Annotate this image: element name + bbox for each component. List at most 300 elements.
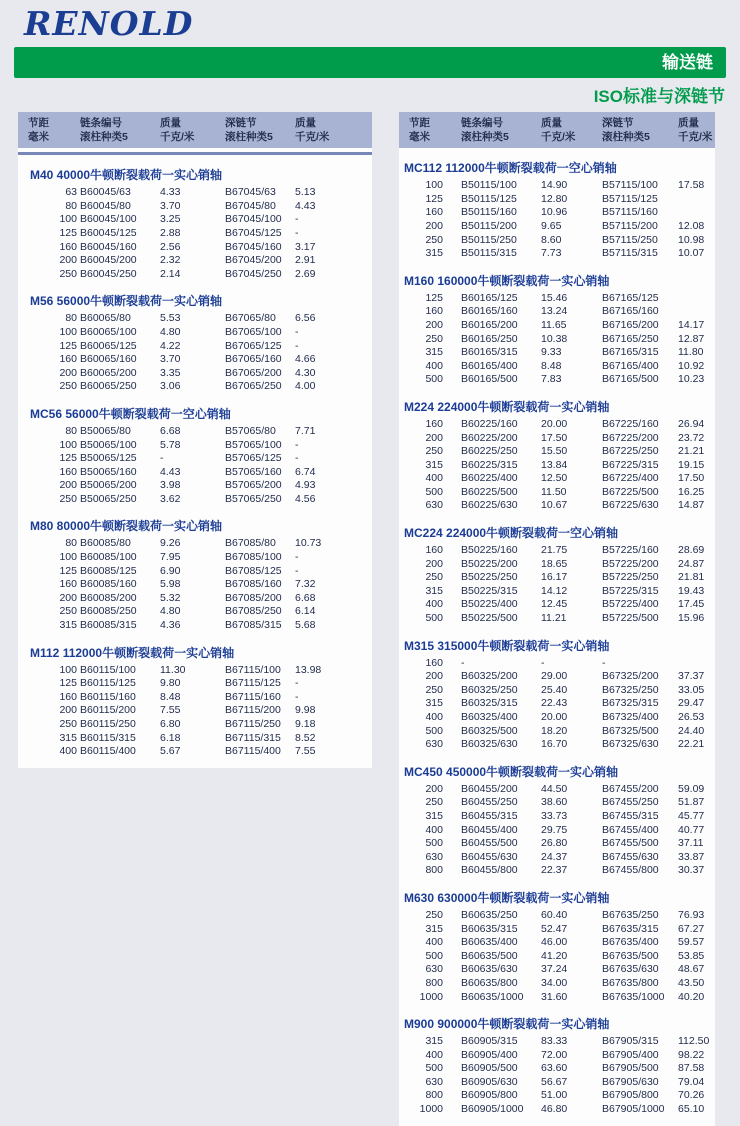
cell: 10.07 xyxy=(678,247,705,260)
cell: 26.94 xyxy=(678,417,705,430)
cell: 17.58 xyxy=(678,179,705,192)
cell: 250 xyxy=(59,718,77,730)
cell: B60115/315 xyxy=(80,731,136,744)
cell: 6.14 xyxy=(295,605,316,618)
cell: 200 xyxy=(425,670,443,683)
chain-section xyxy=(399,637,715,752)
section-title: M80 80000牛顿断裂载荷一实心销轴 xyxy=(30,519,223,534)
cell: B57225/200 xyxy=(602,557,659,570)
cell: 11.65 xyxy=(541,318,567,331)
cell: B50225/500 xyxy=(461,612,518,625)
table-row xyxy=(399,179,715,193)
column-header-line1: 质量 xyxy=(541,117,562,129)
cell: 4.00 xyxy=(295,380,316,393)
chain-section xyxy=(399,1015,715,1117)
cell: 160 xyxy=(59,690,77,703)
cell: B67115/315 xyxy=(225,731,281,744)
cell: 125 xyxy=(425,291,443,304)
cell: 315 xyxy=(425,584,443,597)
cell: B60085/315 xyxy=(80,619,137,632)
cell: 5.32 xyxy=(160,591,181,604)
cell: B67045/250 xyxy=(225,267,282,280)
table-row xyxy=(18,312,372,326)
column-header-line1: 链条编号 xyxy=(80,117,122,129)
cell: 65.10 xyxy=(678,1103,705,1116)
cell: 40.20 xyxy=(678,990,705,1003)
table-row xyxy=(18,578,372,592)
cell: 7.55 xyxy=(160,704,181,717)
cell: B67225/400 xyxy=(602,472,659,485)
column-header-line1: 深链节 xyxy=(602,117,634,129)
table-row xyxy=(399,670,715,684)
cell: 4.43 xyxy=(295,199,316,212)
column-header-line1: 节距 xyxy=(28,117,49,129)
column-header-line1: 节距 xyxy=(409,117,430,129)
cell: 21.21 xyxy=(678,445,705,458)
cell: - xyxy=(295,452,299,465)
cell: B67115/160 xyxy=(225,690,281,703)
cell xyxy=(676,292,715,306)
cell: B60905/400 xyxy=(461,1048,518,1061)
table-row xyxy=(18,664,372,678)
cell: 59.57 xyxy=(678,936,705,949)
cell: B67045/63 xyxy=(225,186,276,199)
cell: 10.23 xyxy=(678,373,705,386)
table-row xyxy=(399,432,715,446)
table-row xyxy=(18,493,372,507)
cell: B60115/125 xyxy=(80,677,136,690)
cell: 9.33 xyxy=(541,346,562,359)
cell: 83.33 xyxy=(541,1035,568,1048)
chain-section xyxy=(18,166,372,281)
cell: B67085/160 xyxy=(225,578,282,591)
section-title: M40 40000牛顿断裂载荷一实心销轴 xyxy=(30,168,223,183)
cell: 33.05 xyxy=(678,683,705,696)
cell: B67085/315 xyxy=(225,619,282,632)
table-row xyxy=(399,950,715,964)
cell: 12.45 xyxy=(541,598,568,611)
cell: 18.20 xyxy=(541,724,568,737)
chain-section xyxy=(18,292,372,394)
table-row xyxy=(399,418,715,432)
table-row xyxy=(399,373,715,387)
cell: 3.70 xyxy=(160,353,181,366)
cell: B67165/315 xyxy=(602,346,659,359)
table-row xyxy=(399,1076,715,1090)
cell: B60165/315 xyxy=(461,346,518,359)
cell: - xyxy=(602,656,606,669)
cell: 25.40 xyxy=(541,683,568,696)
chain-section xyxy=(399,272,715,387)
cell: 76.93 xyxy=(678,908,705,921)
cell: 250 xyxy=(425,233,443,246)
section-title: M630 630000牛顿断裂载荷一实心销轴 xyxy=(404,890,610,905)
cell: 9.18 xyxy=(295,718,316,730)
cell: 315 xyxy=(425,697,443,710)
cell: 51.87 xyxy=(678,796,705,809)
cell: B60045/100 xyxy=(80,213,137,226)
table-row xyxy=(18,227,372,241)
column-header-line1: 链条编号 xyxy=(461,117,503,129)
column-header-line2: 滚柱种类5 xyxy=(225,130,273,143)
cell: B67085/125 xyxy=(225,564,282,577)
cell: B67325/630 xyxy=(602,738,659,751)
cell: 10.92 xyxy=(678,359,705,372)
cell: B67455/630 xyxy=(602,850,659,863)
cell: 1000 xyxy=(419,990,443,1003)
cell: 17.45 xyxy=(678,598,705,611)
cell: B60325/630 xyxy=(461,738,518,751)
table-row xyxy=(399,206,715,220)
column-header xyxy=(293,117,372,144)
cell: 400 xyxy=(425,598,443,611)
cell: B67635/1000 xyxy=(602,990,665,1003)
cell: B60165/125 xyxy=(461,291,518,304)
cell: B67325/250 xyxy=(602,683,659,696)
chain-section xyxy=(399,398,715,513)
cell: 14.90 xyxy=(541,179,568,192)
cell: B57065/125 xyxy=(225,452,282,465)
cell: 100 xyxy=(425,179,443,192)
cell: B67905/800 xyxy=(602,1089,659,1102)
cell: B60165/160 xyxy=(461,305,518,318)
cell: 29.75 xyxy=(541,823,568,836)
cell: 4.80 xyxy=(160,605,181,618)
table-row xyxy=(399,472,715,486)
cell: B60065/125 xyxy=(80,339,137,352)
table-row xyxy=(18,213,372,227)
cell: 4.80 xyxy=(160,325,181,338)
cell: 7.71 xyxy=(295,424,316,437)
cell: B57225/500 xyxy=(602,612,659,625)
cell: B60455/200 xyxy=(461,782,518,795)
cell: 250 xyxy=(425,445,443,458)
cell: B60455/315 xyxy=(461,809,518,822)
cell: 250 xyxy=(425,796,443,809)
column-header xyxy=(600,117,676,144)
cell: B60165/400 xyxy=(461,359,518,372)
table-row xyxy=(399,977,715,991)
cell: B67635/250 xyxy=(602,908,659,921)
cell: 14.17 xyxy=(678,318,705,331)
table-row xyxy=(399,837,715,851)
cell: B67085/100 xyxy=(225,551,282,564)
cell: B60045/125 xyxy=(80,226,137,239)
cell: 34.00 xyxy=(541,976,568,989)
cell: 5.68 xyxy=(295,619,316,632)
cell: 80 xyxy=(65,199,77,212)
cell: B50225/250 xyxy=(461,571,518,584)
cell: 59.09 xyxy=(678,782,705,795)
cell: 9.80 xyxy=(160,677,181,690)
column-header-line2: 千克/米 xyxy=(678,130,713,143)
cell: 4.43 xyxy=(160,465,181,478)
cell: 7.32 xyxy=(295,578,316,591)
cell: B57225/250 xyxy=(602,571,659,584)
cell: 20.00 xyxy=(541,711,568,723)
cell: 6.18 xyxy=(160,731,181,744)
cell: B67455/250 xyxy=(602,796,659,809)
table-row xyxy=(399,923,715,937)
cell: 80 xyxy=(65,424,77,437)
cell: B57115/200 xyxy=(602,219,658,232)
cell: 21.81 xyxy=(678,571,705,584)
section-title: MC112 112000牛顿断裂载荷一空心销轴 xyxy=(404,161,617,176)
cell: 200 xyxy=(59,704,77,717)
cell: 22.43 xyxy=(541,697,568,710)
cell: B67045/80 xyxy=(225,199,276,212)
section-title: M160 160000牛顿断裂载荷一实心销轴 xyxy=(404,273,610,288)
table-row xyxy=(399,697,715,711)
cell: 160 xyxy=(425,305,443,318)
column-header-line2: 千克/米 xyxy=(541,130,576,143)
cell: 200 xyxy=(425,318,443,331)
cell: B60115/400 xyxy=(80,745,136,758)
cell: 10.73 xyxy=(295,537,322,550)
column-header-line2: 千克/米 xyxy=(160,130,195,143)
table-row xyxy=(399,558,715,572)
cell: B60065/80 xyxy=(80,312,131,325)
table-row xyxy=(399,1089,715,1103)
cell: 6.90 xyxy=(160,564,181,577)
table-row xyxy=(18,268,372,282)
cell: B60045/160 xyxy=(80,240,137,253)
column-header-line2: 滚柱种类5 xyxy=(602,130,650,143)
column-header xyxy=(676,117,715,144)
cell: B60165/200 xyxy=(461,318,518,331)
table-row xyxy=(18,592,372,606)
table-row xyxy=(18,340,372,354)
cell: 100 xyxy=(59,551,77,564)
cell: 630 xyxy=(425,850,443,863)
cell: 12.08 xyxy=(678,219,705,232)
cell: 22.21 xyxy=(678,738,705,751)
cell: B57065/80 xyxy=(225,424,276,437)
cell: 63.60 xyxy=(541,1062,568,1075)
cell: 4.36 xyxy=(160,619,181,632)
table-row xyxy=(18,691,372,705)
cell: 315 xyxy=(59,731,77,744)
cell: B67225/630 xyxy=(602,499,659,512)
table-row xyxy=(399,864,715,878)
cell: B60905/800 xyxy=(461,1089,518,1102)
cell: 18.65 xyxy=(541,557,568,570)
cell: 250 xyxy=(59,267,77,280)
cell: - xyxy=(541,656,545,669)
table-row xyxy=(18,367,372,381)
cell: B67165/500 xyxy=(602,373,659,386)
cell: 19.15 xyxy=(678,458,705,471)
cell: 200 xyxy=(59,479,77,492)
cell: B67165/400 xyxy=(602,359,659,372)
table-row xyxy=(399,585,715,599)
cell: B60455/800 xyxy=(461,864,518,877)
cell: B60325/315 xyxy=(461,697,518,710)
cell: - xyxy=(295,677,299,690)
cell: 24.87 xyxy=(678,557,705,570)
cell: B67065/250 xyxy=(225,380,282,393)
column-header-row xyxy=(399,112,715,148)
table-row xyxy=(399,1035,715,1049)
table-row xyxy=(18,718,372,732)
cell: 400 xyxy=(425,359,443,372)
section-title: M900 900000牛顿断裂载荷一实心销轴 xyxy=(404,1017,610,1032)
cell: B50065/250 xyxy=(80,492,137,505)
cell: B60085/100 xyxy=(80,551,137,564)
table-row xyxy=(18,466,372,480)
page-subtitle: ISO标准与深链节 xyxy=(593,87,725,106)
cell: 30.37 xyxy=(678,864,705,877)
cell: 9.26 xyxy=(160,537,181,550)
cell: B67325/315 xyxy=(602,697,659,710)
table-row xyxy=(18,200,372,214)
cell: B57225/400 xyxy=(602,598,659,611)
cell: B67455/800 xyxy=(602,864,659,877)
cell: B60065/200 xyxy=(80,366,137,379)
table-row xyxy=(18,704,372,718)
cell: 5.53 xyxy=(160,312,181,325)
cell: 400 xyxy=(425,711,443,723)
cell: - xyxy=(160,452,164,465)
table-row xyxy=(399,305,715,319)
category-banner xyxy=(14,47,726,78)
cell: 28.69 xyxy=(678,544,705,557)
table-row xyxy=(399,220,715,234)
cell: B57065/100 xyxy=(225,438,282,451)
cell: B60905/630 xyxy=(461,1075,518,1088)
cell: B67635/630 xyxy=(602,963,659,976)
cell: 200 xyxy=(59,591,77,604)
cell: B67905/315 xyxy=(602,1035,659,1048)
table-row xyxy=(399,360,715,374)
cell: B60225/400 xyxy=(461,472,518,485)
table-row xyxy=(18,551,372,565)
spec-table-left xyxy=(18,112,372,768)
cell: 53.85 xyxy=(678,949,705,962)
cell: 315 xyxy=(425,809,443,822)
cell: 400 xyxy=(425,1048,443,1061)
cell: 250 xyxy=(425,571,443,584)
cell: 67.27 xyxy=(678,922,705,935)
cell: 41.20 xyxy=(541,949,568,962)
cell: 2.69 xyxy=(295,267,316,280)
cell: 500 xyxy=(425,949,443,962)
cell: - xyxy=(295,564,299,577)
cell: B60065/160 xyxy=(80,353,137,366)
cell: 250 xyxy=(59,492,77,505)
table-row xyxy=(399,459,715,473)
column-header-row xyxy=(18,112,372,148)
cell: B67115/250 xyxy=(225,718,281,730)
cell: 15.46 xyxy=(541,291,568,304)
cell: 9.98 xyxy=(295,704,316,717)
cell: 3.98 xyxy=(160,479,181,492)
cell: 125 xyxy=(425,192,443,205)
cell: B60635/400 xyxy=(461,936,518,949)
cell: - xyxy=(295,226,299,239)
cell: - xyxy=(295,325,299,338)
cell: B50115/160 xyxy=(461,206,517,219)
cell: 7.55 xyxy=(295,745,316,758)
cell xyxy=(676,193,715,207)
cell: B50225/160 xyxy=(461,544,518,557)
cell: 500 xyxy=(425,485,443,498)
cell: 48.67 xyxy=(678,963,705,976)
chain-section xyxy=(399,159,715,261)
cell: 23.72 xyxy=(678,431,705,444)
cell: 500 xyxy=(425,612,443,625)
chain-section xyxy=(18,405,372,507)
cell: 5.78 xyxy=(160,438,181,451)
cell: B67225/500 xyxy=(602,485,659,498)
cell: 15.50 xyxy=(541,445,568,458)
cell: 33.73 xyxy=(541,809,568,822)
table-row xyxy=(18,425,372,439)
cell: 4.93 xyxy=(295,479,316,492)
table-row xyxy=(18,353,372,367)
cell: 125 xyxy=(59,339,77,352)
cell: 315 xyxy=(425,458,443,471)
cell: 17.50 xyxy=(678,472,705,485)
table-row xyxy=(18,732,372,746)
cell: B57065/160 xyxy=(225,465,282,478)
cell: 31.60 xyxy=(541,990,568,1003)
cell: B60455/400 xyxy=(461,823,518,836)
cell: B57225/160 xyxy=(602,544,659,557)
cell: 315 xyxy=(425,1035,443,1048)
column-header-line1: 质量 xyxy=(295,117,316,129)
table-row xyxy=(18,677,372,691)
cell: 43.50 xyxy=(678,976,705,989)
cell: B60225/315 xyxy=(461,458,518,471)
spec-table-right xyxy=(399,112,715,1126)
cell: B67065/160 xyxy=(225,353,282,366)
cell: 80 xyxy=(65,312,77,325)
table-row xyxy=(18,452,372,466)
cell: 5.13 xyxy=(295,186,316,199)
cell: B50065/125 xyxy=(80,452,137,465)
cell: 13.24 xyxy=(541,305,568,318)
cell: 160 xyxy=(425,417,443,430)
cell: B67045/100 xyxy=(225,213,282,226)
cell: B67905/630 xyxy=(602,1075,659,1088)
section-title: M56 56000牛顿断裂载荷一实心销轴 xyxy=(30,294,223,309)
table-row xyxy=(18,439,372,453)
cell: 16.70 xyxy=(541,738,568,751)
column-header-line2: 滚柱种类5 xyxy=(80,130,128,143)
cell: B60085/80 xyxy=(80,537,131,550)
cell: 6.56 xyxy=(295,312,316,325)
cell: B60455/630 xyxy=(461,850,518,863)
cell: 17.50 xyxy=(541,431,568,444)
cell: 125 xyxy=(59,677,77,690)
cell: B60225/250 xyxy=(461,445,518,458)
cell: 44.50 xyxy=(541,782,568,795)
cell: 2.56 xyxy=(160,240,181,253)
cell: B67165/125 xyxy=(602,291,659,304)
table-row xyxy=(18,619,372,633)
cell: B67165/200 xyxy=(602,318,659,331)
cell: B67065/80 xyxy=(225,312,276,325)
cell: B67455/500 xyxy=(602,837,659,850)
table-row xyxy=(18,479,372,493)
cell: 15.96 xyxy=(678,612,705,625)
table-row xyxy=(399,991,715,1005)
cell: 315 xyxy=(59,619,77,632)
cell: 10.98 xyxy=(678,233,705,246)
cell: B67455/315 xyxy=(602,809,659,822)
table-row xyxy=(399,544,715,558)
